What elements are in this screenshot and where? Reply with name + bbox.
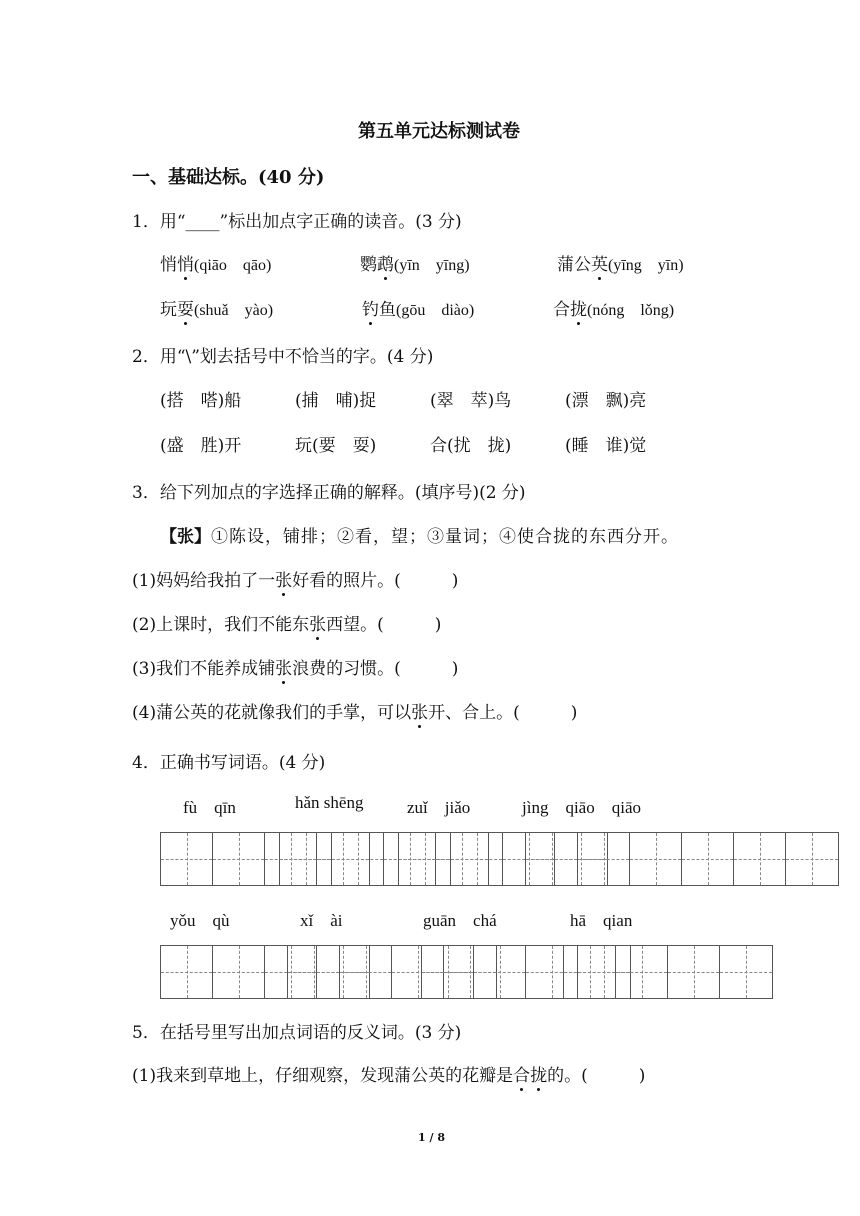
- dotted-char: 张: [309, 610, 326, 635]
- definition-body: ①陈设，铺排；②看，望；③量词；④使合拢的东西分开。: [211, 527, 679, 547]
- writing-grid: [525, 832, 839, 886]
- sentence-post: 西望。( ): [326, 615, 442, 635]
- question-1-label: 1．用“____”标出加点字正确的读音。(3 分): [132, 212, 462, 232]
- grid-cell: [213, 833, 265, 885]
- dotted-char: 耍: [177, 295, 194, 320]
- grid-cell: [668, 946, 720, 998]
- page-number: 1 / 8: [418, 1131, 445, 1144]
- question-2-label: 2．用“\”划去括号中不恰当的字。(4 分): [132, 347, 434, 367]
- grid-cell: [340, 946, 392, 998]
- pronunciation-item: [362, 295, 474, 320]
- sentence-pre: (2)上课时，我们不能东: [132, 615, 310, 635]
- pinyin-options: (nóng lǒng): [587, 302, 675, 319]
- word-pre: 合: [553, 300, 570, 320]
- page-title: 第五单元达标测试卷: [358, 121, 520, 142]
- pinyin-options: (gōu diào): [396, 302, 475, 319]
- grid-cell: [734, 833, 786, 885]
- q5-dotted-char: 拢: [530, 1061, 547, 1086]
- grid-cell: [288, 946, 340, 998]
- grid-cell: [161, 833, 213, 885]
- grid-cell: [161, 946, 213, 998]
- grid-cell: [213, 946, 265, 998]
- grid-cell: [332, 833, 384, 885]
- choice-item: (盛 胜)开: [160, 436, 242, 456]
- pronunciation-item: [553, 295, 674, 320]
- sentence-pre: (3)我们不能养成铺: [132, 659, 276, 679]
- pinyin-options: (yīn yīng): [394, 257, 470, 274]
- writing-grid: [563, 945, 773, 999]
- grid-cell: [564, 946, 616, 998]
- question-5-item: [132, 1061, 645, 1086]
- choice-item: (睡 谁)觉: [565, 436, 647, 456]
- grid-cell: [616, 946, 668, 998]
- question-4-label: 4．正确书写词语。(4 分): [132, 753, 326, 773]
- grid-cell: [526, 833, 578, 885]
- definition-head: 【张】: [160, 527, 211, 547]
- dotted-char: 张: [275, 566, 292, 591]
- grid-cell: [399, 833, 451, 885]
- grid-cell: [451, 833, 503, 885]
- choice-item: (捕 哺)捉: [295, 391, 377, 411]
- grid-cell: [280, 833, 332, 885]
- grid-cell: [630, 833, 682, 885]
- choice-item: (搭 嗒)船: [160, 391, 242, 411]
- dotted-char: 拢: [570, 295, 587, 320]
- grid-cell: [578, 833, 630, 885]
- dotted-char: 张: [275, 654, 292, 679]
- choice-item: (漂 飘)亮: [565, 391, 647, 411]
- pinyin-prompt: xǐ ài: [300, 911, 343, 930]
- grid-cell: [422, 946, 474, 998]
- grid-cell: [720, 946, 772, 998]
- pinyin-prompt: hǎn shēng: [295, 793, 364, 812]
- q5-text-pre: (1)我来到草地上，仔细观察，发现蒲公英的花瓣是: [132, 1066, 514, 1086]
- explanation-item: [132, 654, 458, 679]
- word-pre: 鹦: [360, 255, 377, 275]
- pinyin-prompt: guān chá: [423, 911, 497, 930]
- pronunciation-item: [160, 295, 273, 320]
- question-3-label: 3．给下列加点的字选择正确的解释。(填序号)(2 分): [132, 483, 526, 503]
- word-pre: 蒲公: [557, 255, 591, 275]
- section-heading: 一、基础达标。(40 分): [132, 167, 325, 188]
- grid-cell: [474, 946, 526, 998]
- sentence-pre: (4)蒲公英的花就像我们的手掌，可以: [132, 703, 412, 723]
- pinyin-options: (shuǎ yào): [194, 302, 274, 319]
- pinyin-prompt: fù qīn: [183, 798, 236, 817]
- pronunciation-item: [360, 250, 470, 275]
- definition-line: [160, 522, 679, 547]
- q5-text-post: 的。( ): [547, 1066, 646, 1086]
- word-pre: 悄: [160, 255, 177, 275]
- word-post: 鱼: [379, 300, 396, 320]
- choice-item: 玩(要 耍): [295, 436, 377, 456]
- choice-item: (翠 萃)鸟: [430, 391, 512, 411]
- dotted-char: 张: [411, 698, 428, 723]
- dotted-char: 钓: [362, 295, 379, 320]
- grid-cell: [682, 833, 734, 885]
- sentence-post: 好看的照片。( ): [292, 571, 459, 591]
- grid-cell: [786, 833, 838, 885]
- sentence-post: 开、合上。( ): [428, 703, 578, 723]
- pronunciation-item: [160, 250, 271, 275]
- explanation-item: [132, 566, 458, 591]
- dotted-char: 鹉: [377, 250, 394, 275]
- pinyin-options: (qiāo qāo): [194, 257, 272, 274]
- pinyin-prompt: hā qian: [570, 911, 633, 930]
- explanation-item: [132, 610, 441, 635]
- dotted-char: 悄: [177, 250, 194, 275]
- sentence-post: 浪费的习惯。( ): [292, 659, 459, 679]
- pronunciation-item: [557, 250, 684, 275]
- explanation-item: [132, 698, 577, 723]
- pinyin-prompt: jìng qiāo qiāo: [522, 798, 641, 817]
- word-pre: 玩: [160, 300, 177, 320]
- pinyin-prompt: yǒu qù: [170, 911, 230, 930]
- dotted-char: 英: [591, 250, 608, 275]
- choice-item: 合(扰 拢): [430, 436, 512, 456]
- q5-dotted-char: 合: [513, 1061, 530, 1086]
- question-5-label: 5．在括号里写出加点词语的反义词。(3 分): [132, 1023, 462, 1043]
- pinyin-options: (yīng yīn): [608, 257, 684, 274]
- sentence-pre: (1)妈妈给我拍了一: [132, 571, 276, 591]
- pinyin-prompt: zuǐ jiǎo: [407, 798, 471, 817]
